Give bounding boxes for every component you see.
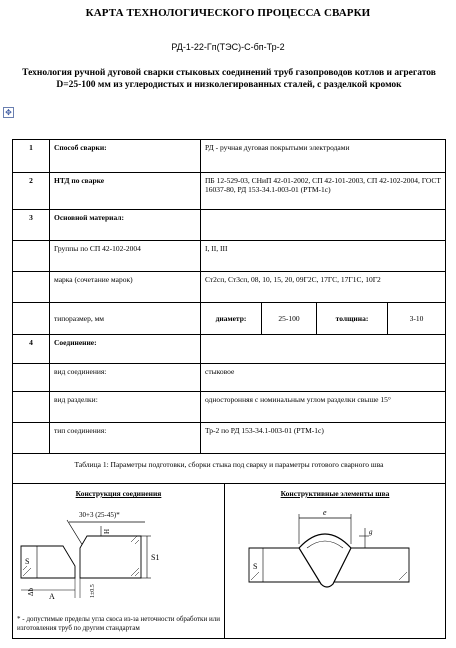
row-label: вид разделки: <box>50 392 201 423</box>
table-row <box>13 392 446 423</box>
weld-elements-title: Конструктивные элементы шва <box>280 489 390 498</box>
row-number: 1 <box>13 140 50 173</box>
table-row <box>13 335 446 364</box>
table-row <box>13 272 446 303</box>
row-number <box>13 272 50 303</box>
row-value: РД - ручная дуговая покрытыми электродами <box>201 140 446 173</box>
table-row <box>13 210 446 241</box>
row-label: Способ сварки: <box>50 140 201 173</box>
row-value: стыковое <box>201 364 446 392</box>
right-plate <box>80 536 141 578</box>
h-label: H <box>103 528 111 534</box>
table-move-handle-icon[interactable]: ✥ <box>3 107 14 118</box>
row-value: односторонняя с номинальным углом разделки свыше 15° <box>201 392 446 423</box>
row-number: 2 <box>13 173 50 210</box>
table-row <box>13 241 446 272</box>
angle-label: 30+3 (25-45)* <box>79 511 120 519</box>
table-row <box>13 173 446 210</box>
row-number <box>13 303 50 335</box>
row-label: марка (сочетание марок) <box>50 272 201 303</box>
joint-construction-panel <box>13 484 225 638</box>
document-code: РД-1-22-Гп(ТЭС)-С-бп-Тр-2 <box>171 42 285 52</box>
table-row <box>13 423 446 454</box>
row-value <box>201 210 446 241</box>
row-value: Тр-2 по РД 153-34.1-003-01 (РТМ-1с) <box>201 423 446 454</box>
row-value: I, II, III <box>201 241 446 272</box>
row-label: вид соединения: <box>50 364 201 392</box>
joint-construction-drawing <box>17 498 221 603</box>
table-caption-row <box>13 454 446 484</box>
table-row <box>13 140 446 173</box>
delta-b-label: Δb <box>27 587 35 596</box>
table-caption: Таблица 1: Параметры подготовки, сборки стыка под сварку и параметры готового сварного шва <box>13 454 446 484</box>
a-label: A <box>49 592 55 601</box>
document-title: КАРТА ТЕХНОЛОГИЧЕСКОГО ПРОЦЕССА СВАРКИ <box>85 7 371 19</box>
s1-label: S1 <box>151 553 160 562</box>
diameter-value: 25-100 <box>262 303 317 335</box>
row-label: типоразмер, мм <box>50 303 201 335</box>
thickness-label: толщина: <box>317 303 388 335</box>
row-number <box>13 364 50 392</box>
welding-process-table <box>12 139 446 639</box>
gap-label: 1±0.5 <box>90 584 96 598</box>
document-subtitle: Технология ручной дуговой сварки стыковых соединений труб газопроводов котлов и агрегатов D=25-100 мм из углеродистых и низколегированных сталей, с разделкой кромок <box>22 68 436 90</box>
row-label: НТД по сварке <box>50 173 201 210</box>
row-number: 4 <box>13 335 50 364</box>
row-number: 3 <box>13 210 50 241</box>
bevel-extension-line <box>67 520 83 546</box>
row-number <box>13 392 50 423</box>
thickness-value: 3-10 <box>388 303 446 335</box>
table-row <box>13 364 446 392</box>
table-row <box>13 303 446 335</box>
row-value: Ст2сп, Ст3сп, 08, 10, 15, 20, 09Г2С, 17ГС, 17Г1С, 10Г2 <box>201 272 446 303</box>
angle-tolerance-note: * - допустимые пределы угла скоса из-за неточности обработки или изготовления труб по другим стандартам <box>17 615 220 632</box>
figures-cell <box>13 484 446 639</box>
s-label: S <box>25 557 30 566</box>
row-value: ПБ 12-529-03, СНиП 42-01-2002, СП 42-101-2003, СП 42-102-2004, ГОСТ 16037-80, РД 153-34.1-003-01 (РТМ-1с) <box>201 173 446 210</box>
row-number <box>13 423 50 454</box>
diameter-label: диаметр: <box>201 303 262 335</box>
g-label: g <box>369 528 373 536</box>
figures-row <box>13 484 446 639</box>
row-label: Группы по СП 42-102-2004 <box>50 241 201 272</box>
s-label: S <box>253 562 258 571</box>
row-value <box>201 335 446 364</box>
joint-construction-title: Конструкция соединения <box>75 489 162 498</box>
row-number <box>13 241 50 272</box>
e-label: e <box>323 508 327 517</box>
row-label: Основной материал: <box>50 210 201 241</box>
weld-elements-drawing <box>229 498 441 608</box>
row-label: тип соединения: <box>50 423 201 454</box>
row-label: Соединение: <box>50 335 201 364</box>
weld-elements-panel <box>225 484 445 638</box>
